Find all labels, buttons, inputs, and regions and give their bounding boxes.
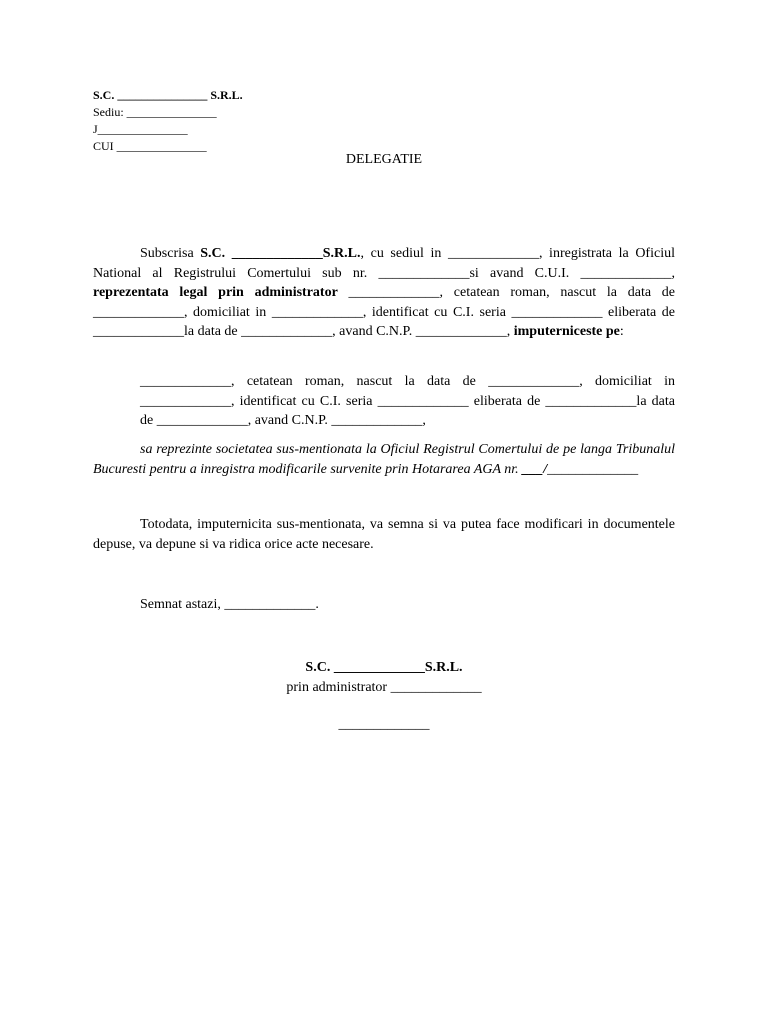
p3-number: ___/: [522, 461, 548, 477]
headquarters-line: Sediu: _______________: [93, 105, 217, 119]
p1-text-2: , cu sediul in _____________, inregistrata la Oficiul National al Registrului Comertului sub nr. _____________si avand C.U.I. _____________,: [93, 246, 675, 281]
p3-tail: _____________: [547, 461, 639, 477]
registry-number-line: J_______________: [93, 122, 188, 136]
p1-legal-representative: reprezentata legal prin administrator: [93, 285, 338, 301]
p1-text-1: Subscrisa: [140, 246, 201, 261]
company-name-line: [93, 87, 243, 104]
signature-company: S.C. _____________S.R.L.: [305, 660, 463, 675]
signature-administrator: prin administrator _____________: [286, 680, 482, 695]
mandator-paragraph: [93, 244, 675, 342]
signed-date-line: Semnat astazi, _____________.: [140, 597, 319, 612]
company-name: S.C. _______________ S.R.L.: [93, 88, 243, 102]
p1-empowers: imputerniceste pe: [513, 324, 620, 340]
powers-paragraph: Totodata, imputernicita sus-mentionata, va semna si va putea face modificari in documentele depuse, va depune si va ridica orice acte necesare.: [93, 517, 675, 552]
document-title: DELEGATIE: [345, 152, 423, 167]
cui-line: CUI _______________: [93, 139, 207, 153]
signature-line: _____________: [338, 717, 430, 732]
mandate-paragraph: [93, 440, 675, 479]
p1-text-4: :: [619, 324, 624, 340]
p1-text-3: _____________, cetatean roman, nascut la data de _____________, domiciliat in _____________, identificat cu C.I. seria _____________ eliberata de _____________la data de _____________, avand C.N.P. _____________,: [93, 285, 676, 340]
p1-company: S.C. _____________S.R.L.: [200, 246, 361, 261]
p3-text: sa reprezinte societatea sus-mentionata la Oficiul Registrul Comertului de pe langa Tribunalul Bucuresti pentru a inregistra modificarile survenite prin Hotararea AGA nr.: [93, 442, 675, 477]
delegate-paragraph: _____________, cetatean roman, nascut la data de _____________, domiciliat in _____________, identificat cu C.I. seria _____________ eliberata de _____________la data de _____________, avand C.N.P. _____________,: [140, 374, 675, 429]
company-header: [93, 87, 243, 155]
